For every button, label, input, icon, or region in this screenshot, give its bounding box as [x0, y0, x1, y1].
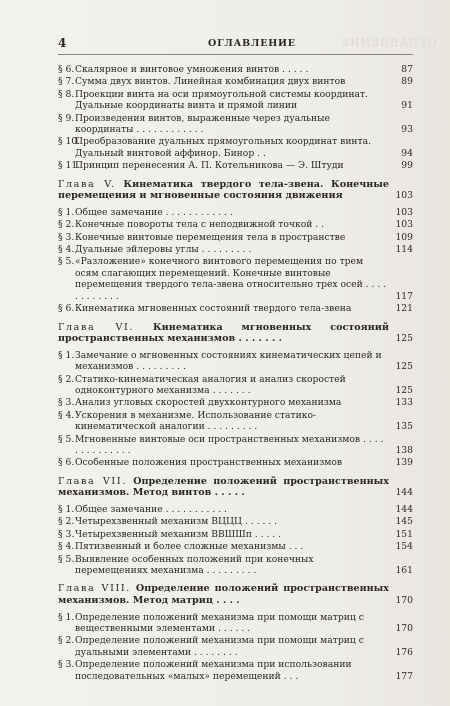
section-number: § 2. [58, 373, 75, 385]
page-ref: 91 [401, 100, 413, 112]
section-title: Принцип перенесения А. П. Котельникова — Э. Штуди [75, 160, 344, 172]
toc-entry [58, 113, 413, 136]
section-number: § 1. [58, 349, 75, 361]
chapter-label: Глава VI. [58, 321, 135, 333]
section-title: Мгновенные винтовые оси пространственных механизмов . . . . . . . . . . . . . . [75, 433, 384, 456]
header-rule [58, 54, 413, 55]
section-number: § 2. [58, 635, 75, 647]
page-ref: 144 [395, 503, 413, 515]
section-number: § 3. [58, 231, 75, 243]
section-number: § 3. [58, 659, 75, 671]
toc-entry [58, 457, 413, 468]
section-number: § 7. [58, 76, 75, 88]
section-title: Дуальные эйлеровы углы . . . . . . . . . [75, 244, 252, 256]
page-ref: 154 [395, 541, 413, 553]
page-ref: 161 [395, 564, 413, 576]
section-title: Выявление особенных положений при конечных перемещениях механизма . . . . . . . . . [75, 553, 314, 576]
section-title: Определение положений механизма при использовании последовательных «малых» перемещений . . . [75, 659, 352, 682]
page-ref: 133 [395, 397, 413, 409]
section-title: Общее замечание . . . . . . . . . . . . [75, 206, 233, 218]
chapter-heading: Кинематика твердого тела-звена. Конечные перемещения и мгновенные состояния движения [58, 178, 389, 202]
section-title: Замечание о мгновенных состояниях кинематических цепей и механизмов . . . . . . . . . [75, 349, 382, 373]
page-header [58, 38, 413, 52]
page-ref: 176 [395, 646, 413, 658]
toc-entry [58, 76, 413, 87]
section-number: § 5. [58, 433, 75, 445]
toc-entry [58, 160, 413, 171]
page-ref: 117 [395, 290, 413, 302]
section-number: § 6. [58, 64, 75, 75]
toc-entry [58, 659, 413, 682]
toc-entry [58, 504, 413, 515]
section-title: Четырехзвенный механизм ВЦЦЦ . . . . . . [75, 516, 278, 528]
page-ref: 114 [395, 244, 413, 256]
section-number: § 11. [58, 160, 81, 172]
chapter-title [58, 583, 389, 606]
page-ref: 93 [401, 124, 413, 136]
page-ref: 125 [395, 384, 413, 396]
chapter-title [58, 476, 389, 499]
section-title: Проекции винта на оси прямоугольной системы координат. Дуальные координаты винта и прямой линии [75, 88, 368, 112]
toc-entry [58, 635, 413, 658]
toc-entry [58, 232, 413, 243]
section-number: § 3. [58, 397, 75, 409]
toc-entry [58, 350, 413, 373]
bleed-through-text: ОГЛАВЛЕНИЕ [339, 36, 436, 49]
toc-chapter [58, 322, 413, 345]
page-ref: 89 [401, 76, 413, 88]
section-title: Анализ угловых скоростей двухконтурного механизма [75, 397, 342, 409]
section-title: Кинематика мгновенных состояний твердого тела-звена [75, 303, 352, 315]
page-ref: 135 [395, 421, 413, 433]
section-title: Пятизвенный и более сложные механизмы . . . [75, 541, 304, 553]
section-number: § 1. [58, 611, 75, 623]
page-ref: 94 [401, 147, 413, 159]
section-number: § 4. [58, 409, 75, 421]
running-title: ОГЛАВЛЕНИЕ [208, 38, 296, 49]
section-number: § 5. [58, 553, 75, 565]
section-title: Общее замечание . . . . . . . . . . . [75, 503, 227, 515]
toc-entry [58, 529, 413, 540]
section-number: § 10. [58, 136, 81, 148]
toc-entry [58, 89, 413, 112]
page-ref: 139 [395, 457, 413, 469]
page-ref: 170 [395, 594, 413, 606]
page-number: 4 [58, 36, 67, 50]
section-title: Определение положений механизма при помощи матриц с дуальными элементами . . . . . . . . [75, 635, 364, 658]
toc-entry [58, 303, 413, 314]
section-number: § 6. [58, 303, 75, 315]
page-ref: 125 [395, 333, 413, 345]
toc-entry [58, 410, 413, 433]
chapter-heading: Определение положений пространственных механизмов. Метод винтов . . . . . [58, 475, 389, 499]
toc-chapter [58, 179, 413, 202]
toc-entry [58, 612, 413, 635]
page-ref: 145 [395, 516, 413, 528]
table-of-contents [58, 64, 413, 683]
chapter-label: Глава VII. [58, 475, 127, 487]
section-title: Ускорения в механизме. Использование статико-кинематической аналогии . . . . . . . . . [75, 409, 317, 433]
toc-entry [58, 554, 413, 577]
section-title: «Разложение» конечного винтового перемещения по трем осям слагающих перемещений. Конечные винтовые перемещения твердого тела-звена относительно трех осей . . . . . . . . . . . . [75, 256, 387, 302]
section-number: § 4. [58, 244, 75, 256]
toc-entry [58, 374, 413, 397]
section-number: § 8. [58, 88, 75, 100]
page-ref: 103 [395, 190, 413, 202]
chapter-label: Глава VIII. [58, 583, 131, 595]
page-ref: 87 [401, 64, 413, 75]
section-number: § 2. [58, 219, 75, 231]
toc-entry [58, 516, 413, 527]
section-title: Статико-кинематическая аналогия и анализ скоростей одноконтурного механизма . . . . . . . [75, 373, 346, 396]
section-title: Сумма двух винтов. Линейная комбинация двух винтов [75, 76, 346, 88]
toc-chapter [58, 476, 413, 499]
toc-entry [58, 397, 413, 408]
section-title: Конечные повороты тела с неподвижной точкой . . [75, 219, 325, 231]
section-title: Скалярное и винтовое умножения винтов . . . . . [75, 64, 309, 75]
section-number: § 4. [58, 541, 75, 553]
section-number: § 1. [58, 206, 75, 218]
section-title: Конечные винтовые перемещения тела в пространстве [75, 231, 346, 243]
page-ref: 99 [401, 160, 413, 172]
toc-entry [58, 541, 413, 552]
toc-entry [58, 219, 413, 230]
chapter-heading: Кинематика мгновенных состояний пространственных механизмов . . . . . . . [58, 321, 389, 345]
page-ref: 138 [395, 444, 413, 456]
section-title: Определение положений механизма при помощи матриц с вещественными элементами . . . . . . [75, 611, 364, 634]
section-title: Особенные положения пространственных механизмов [75, 457, 343, 469]
section-number: § 3. [58, 528, 75, 540]
section-title: Преобразование дуальных прямоугольных координат винта. Дуальный винтовой аффинор. Бинор . . [75, 136, 372, 159]
toc-entry [58, 244, 413, 255]
toc-entry [58, 207, 413, 218]
section-number: § 5. [58, 256, 75, 268]
page-ref: 121 [395, 303, 413, 315]
page-ref: 125 [395, 361, 413, 373]
toc-chapter [58, 583, 413, 606]
toc-entry [58, 256, 413, 302]
page-ref: 177 [395, 670, 413, 682]
page-ref: 103 [395, 206, 413, 218]
page-ref: 144 [395, 487, 413, 499]
toc-entry [58, 136, 413, 159]
section-number: § 9. [58, 112, 75, 124]
section-number: § 2. [58, 516, 75, 528]
page-ref: 170 [395, 622, 413, 634]
chapter-title [58, 322, 389, 345]
toc-entry [58, 434, 413, 457]
chapter-heading: Определение положений пространственных механизмов. Метод матриц . . . . [58, 583, 389, 606]
page-ref: 151 [395, 528, 413, 540]
section-title: Четырехзвенный механизм ВВШШп . . . . . [75, 528, 282, 540]
chapter-title [58, 179, 389, 202]
section-title: Произведения винтов, выраженные через дуальные координаты . . . . . . . . . . . . [75, 112, 330, 136]
section-number: § 6. [58, 457, 75, 469]
section-number: § 1. [58, 503, 75, 515]
page-ref: 103 [395, 219, 413, 231]
page-ref: 109 [395, 231, 413, 243]
chapter-label: Глава V. [58, 178, 116, 190]
toc-entry [58, 64, 413, 75]
